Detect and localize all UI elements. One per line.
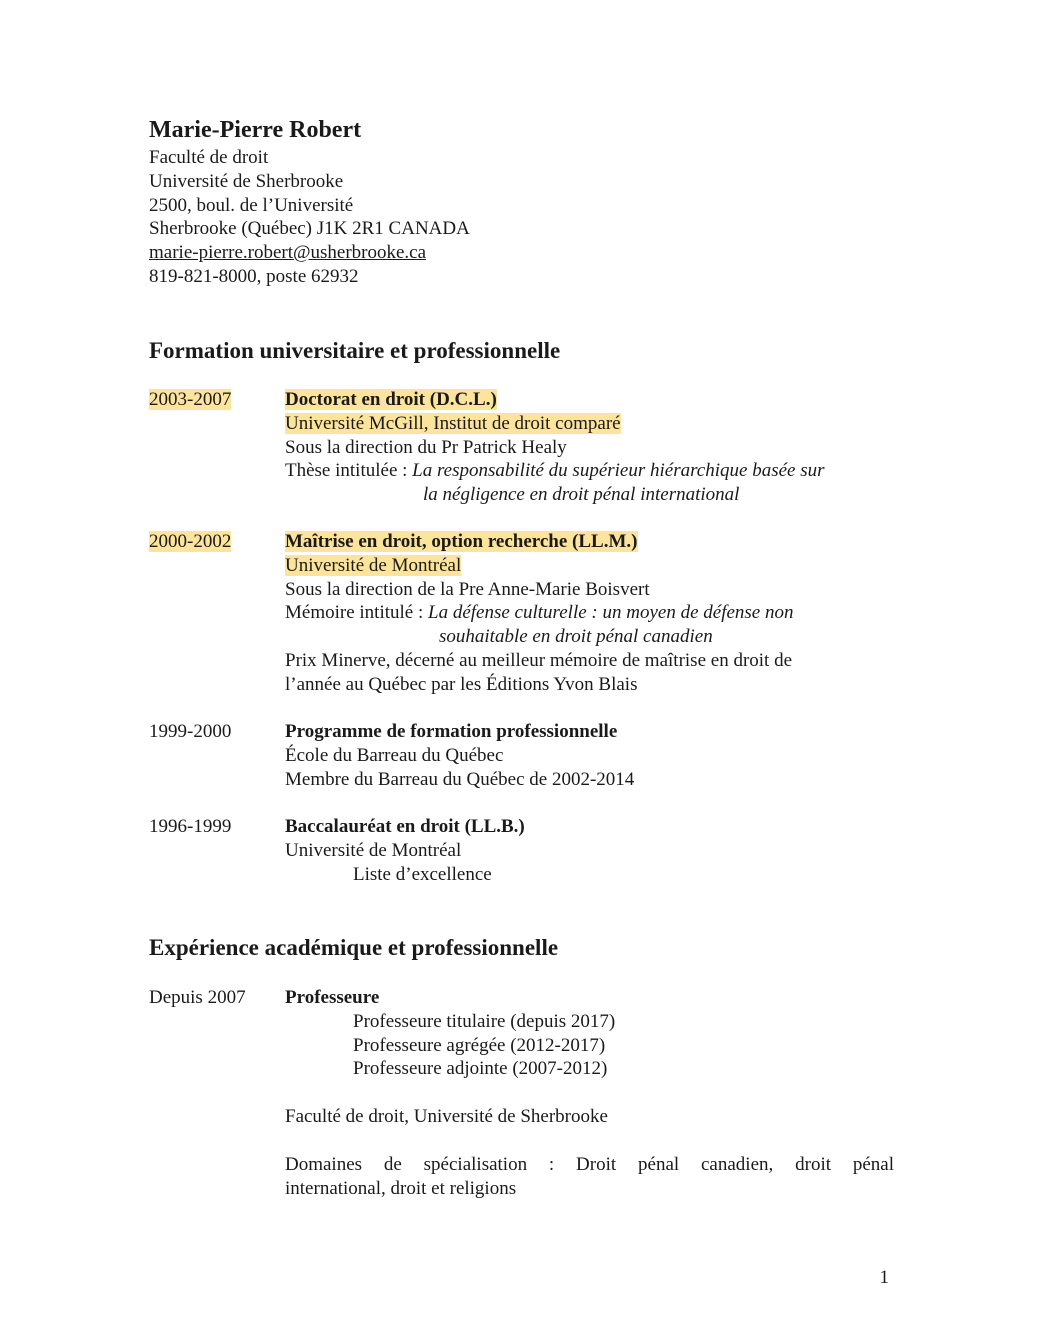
entry-date: Depuis 2007 (149, 987, 246, 1008)
contact-block (149, 146, 470, 289)
entry-thesis-title-cont: la négligence en droit pénal international (423, 484, 740, 506)
contact-city: Sherbrooke (Québec) J1K 2R1 CANADA (149, 218, 470, 240)
position-item: Professeure titulaire (depuis 2017) (353, 1010, 616, 1032)
position-item: Professeure adjointe (2007-2012) (353, 1058, 608, 1080)
entry-note: Membre du Barreau du Québec de 2002-2014 (285, 768, 635, 790)
entry-institution: Université de Montréal (285, 554, 462, 576)
contact-faculty: Faculté de droit (149, 147, 269, 168)
entry-date: 1996-1999 (149, 816, 232, 837)
entry-supervisor: Sous la direction de la Pre Anne-Marie Boisvert (285, 578, 650, 600)
formation-entry (149, 720, 894, 791)
section-title-experience: Expérience académique et professionnelle (149, 935, 559, 960)
experience-entry (149, 986, 894, 1201)
entry-institution: Université McGill, Institut de droit comparé (285, 412, 621, 434)
entry-supervisor: Sous la direction du Pr Patrick Healy (285, 436, 567, 458)
entry-institution: Faculté de droit, Université de Sherbrooke (285, 1106, 608, 1128)
person-name: Marie-Pierre Robert (149, 117, 362, 143)
formation-entry (149, 530, 894, 697)
entry-degree: Baccalauréat en droit (LL.B.) (285, 816, 525, 837)
entry-domains-cont: international, droit et religions (285, 1177, 517, 1199)
formation-entry (149, 815, 894, 886)
entry-award-cont: l’année au Québec par les Éditions Yvon Blais (285, 673, 638, 695)
section-title-formation: Formation universitaire et professionnelle (149, 338, 561, 363)
entry-thesis-label: Thèse intitulée : (285, 460, 413, 482)
entry-award: Prix Minerve, décerné au meilleur mémoire de maîtrise en droit de (285, 649, 793, 671)
entry-note: Liste d’excellence (353, 863, 492, 885)
email-link[interactable]: marie-pierre.robert@usherbrooke.ca (149, 242, 427, 264)
entry-date: 2003-2007 (149, 389, 232, 410)
entry-domains: Domaines de spécialisation : Droit pénal canadien, droit pénal (285, 1153, 894, 1175)
entry-date: 1999-2000 (149, 721, 232, 742)
entry-thesis-label: Mémoire intitulé : (285, 602, 429, 624)
entry-date: 2000-2002 (149, 531, 232, 552)
entry-thesis-title: La défense culturelle : un moyen de défense non (428, 602, 794, 624)
entry-role: Professeure (285, 987, 380, 1008)
entry-degree: Doctorat en droit (D.C.L.) (285, 389, 497, 410)
contact-address: 2500, boul. de l’Université (149, 194, 354, 216)
position-item: Professeure agrégée (2012-2017) (353, 1034, 606, 1056)
entry-institution: Université de Montréal (285, 839, 462, 861)
entry-degree: Programme de formation professionnelle (285, 721, 618, 742)
entry-thesis-title: La responsabilité du supérieur hiérarchique basée sur (412, 460, 825, 482)
entry-thesis-title-cont: souhaitable en droit pénal canadien (439, 626, 713, 648)
contact-phone: 819-821-8000, poste 62932 (149, 265, 359, 287)
contact-university: Université de Sherbrooke (149, 170, 344, 192)
page-number: 1 (879, 1267, 889, 1288)
entry-degree: Maîtrise en droit, option recherche (LL.M.) (285, 531, 638, 552)
entry-institution: École du Barreau du Québec (285, 744, 504, 766)
formation-entry (149, 388, 894, 507)
